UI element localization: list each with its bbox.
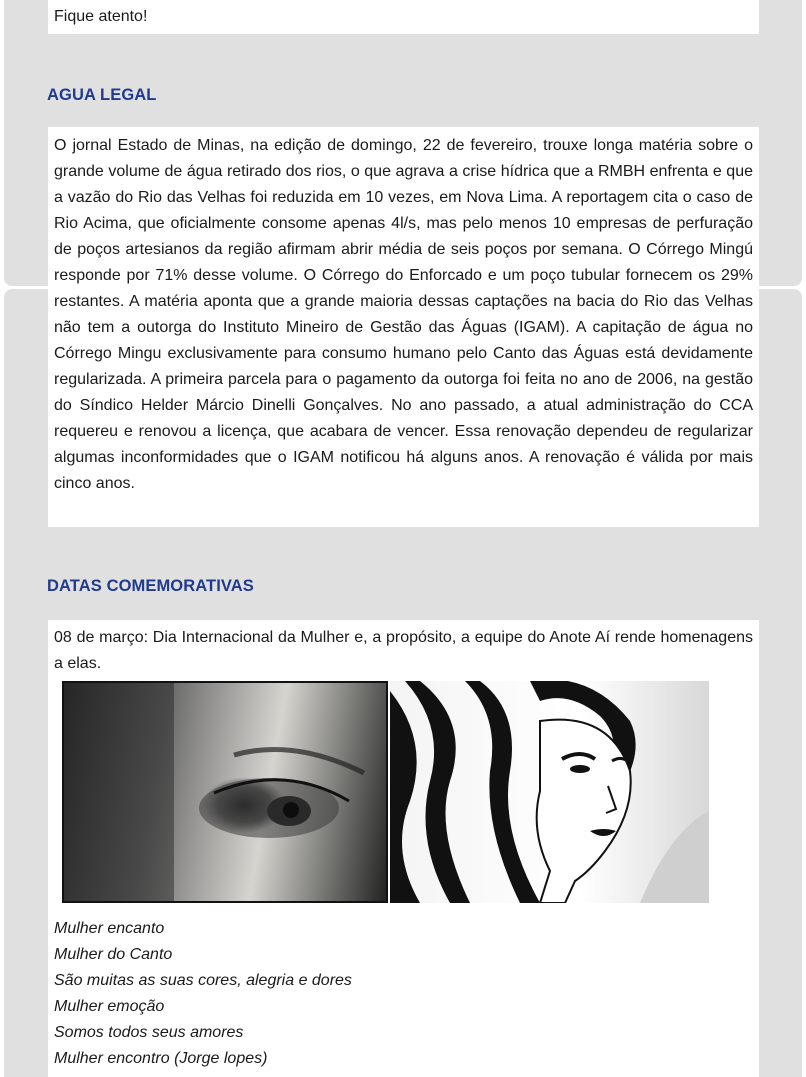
intro-box	[48, 0, 759, 34]
woman-face-drawing	[390, 681, 709, 903]
section-title-datas-comemorativas: DATAS COMEMORATIVAS	[47, 577, 254, 595]
woman-eye-photo	[62, 681, 388, 903]
section-title-agua-legal: AGUA LEGAL	[47, 86, 157, 104]
poem-line: Mulher emoção	[54, 998, 165, 1015]
image-row	[54, 681, 753, 908]
agua-legal-box	[48, 127, 759, 527]
datas-comemorativas-box	[48, 620, 759, 1077]
woman-face-illustration	[390, 681, 709, 903]
poem-line: Mulher do Canto	[54, 946, 173, 963]
poem	[54, 916, 753, 1072]
poem-line: Mulher encontro (Jorge lopes)	[54, 1050, 268, 1067]
agua-legal-body: O jornal Estado de Minas, na edição de domingo, 22 de fevereiro, trouxe longa matéria sobre o grande volume de água retirado dos rios, o que agrava a crise hídrica que a RMBH enfrenta e que a vazão do Rio das Velhas foi reduzida em 10 vezes, em Nova Lima. A reportagem cita o caso de Rio Acima, que oficialmente consome apenas 4l/s, mas pelo menos 10 empresas de perfuração de poços artesianos da região afirmam abrir média de seis poços por semana. O Córrego Mingú responde por 71% desse volume. O Córrego do Enforcado e um poço tubular fornecem os 29% restantes. A matéria aponta que a grande maioria dessas captações na bacia do Rio das Velhas não tem a outorga do Instituto Mineiro de Gestão das Águas (IGAM). A capitação de água no Córrego Mingu exclusivamente para consumo humano pelo Canto das Águas está devidamente regularizada. A primeira parcela para o pagamento da outorga foi feita no ano de 2006, na gestão do Síndico Helder Márcio Dinelli Gonçalves. No ano passado, a atual administração do CCA requereu e renovou a licença, que acabara de vencer. Essa renovação dependeu de regularizar algumas inconformidades que o IGAM notificou há alguns anos. A renovação é válida por mais cinco anos.	[54, 137, 753, 492]
datas-comemorativas-body: 08 de março: Dia Internacional da Mulher e, a propósito, a equipe do Anote Aí rende homenagens a elas.	[54, 629, 753, 672]
poem-line: São muitas as suas cores, alegria e dores	[54, 972, 352, 989]
woman-eye-illustration	[64, 683, 386, 901]
poem-line: Somos todos seus amores	[54, 1024, 244, 1041]
intro-text: Fique atento!	[54, 8, 148, 25]
poem-line: Mulher encanto	[54, 920, 165, 937]
